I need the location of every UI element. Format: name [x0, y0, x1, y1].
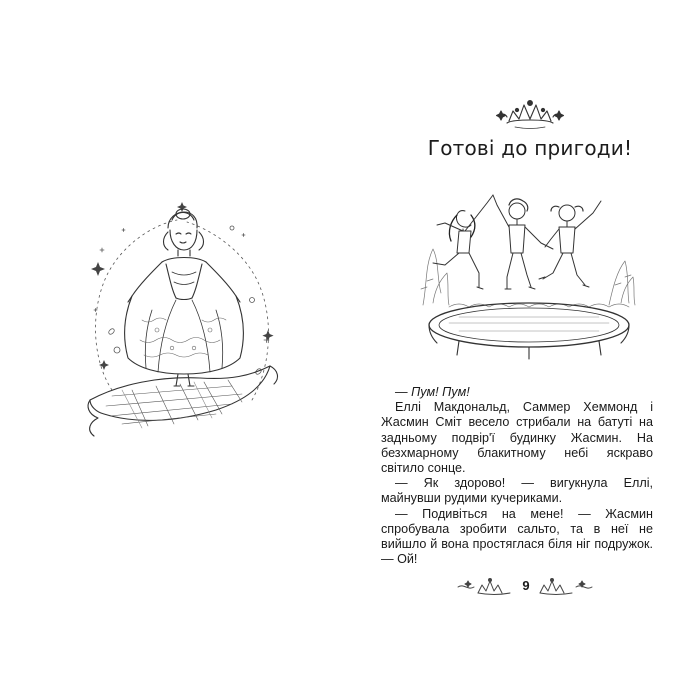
paragraph: — Як здорово! — вигукнула Еллі, майнувши рудими кучериками.: [381, 476, 653, 506]
page-number: 9: [522, 578, 530, 593]
chapter-title: Готові до пригоди!: [427, 136, 633, 160]
sound-effect-line: — Пум! Пум!: [395, 385, 470, 399]
tiara-icon: [534, 575, 596, 599]
princess-carpet-illustration: [82, 190, 282, 450]
tiara-icon: [454, 575, 516, 599]
trampoline-illustration: [419, 185, 642, 361]
tiara-icon: [495, 97, 565, 131]
paragraph: — Подивіться на мене! — Жасмин спробувала зробити сальто, та в неї не вийшло й вона простяглася біля ніг подружок. — Ой!: [381, 506, 653, 567]
paragraph: Еллі Макдональд, Саммер Хеммонд і Жасмин Сміт весело стрибали на батуті на задньому подвір'ї будинку Жасмин. На безхмарному блакитному небі яскраво світило сонце.: [381, 400, 653, 476]
chapter-text: [381, 385, 653, 567]
